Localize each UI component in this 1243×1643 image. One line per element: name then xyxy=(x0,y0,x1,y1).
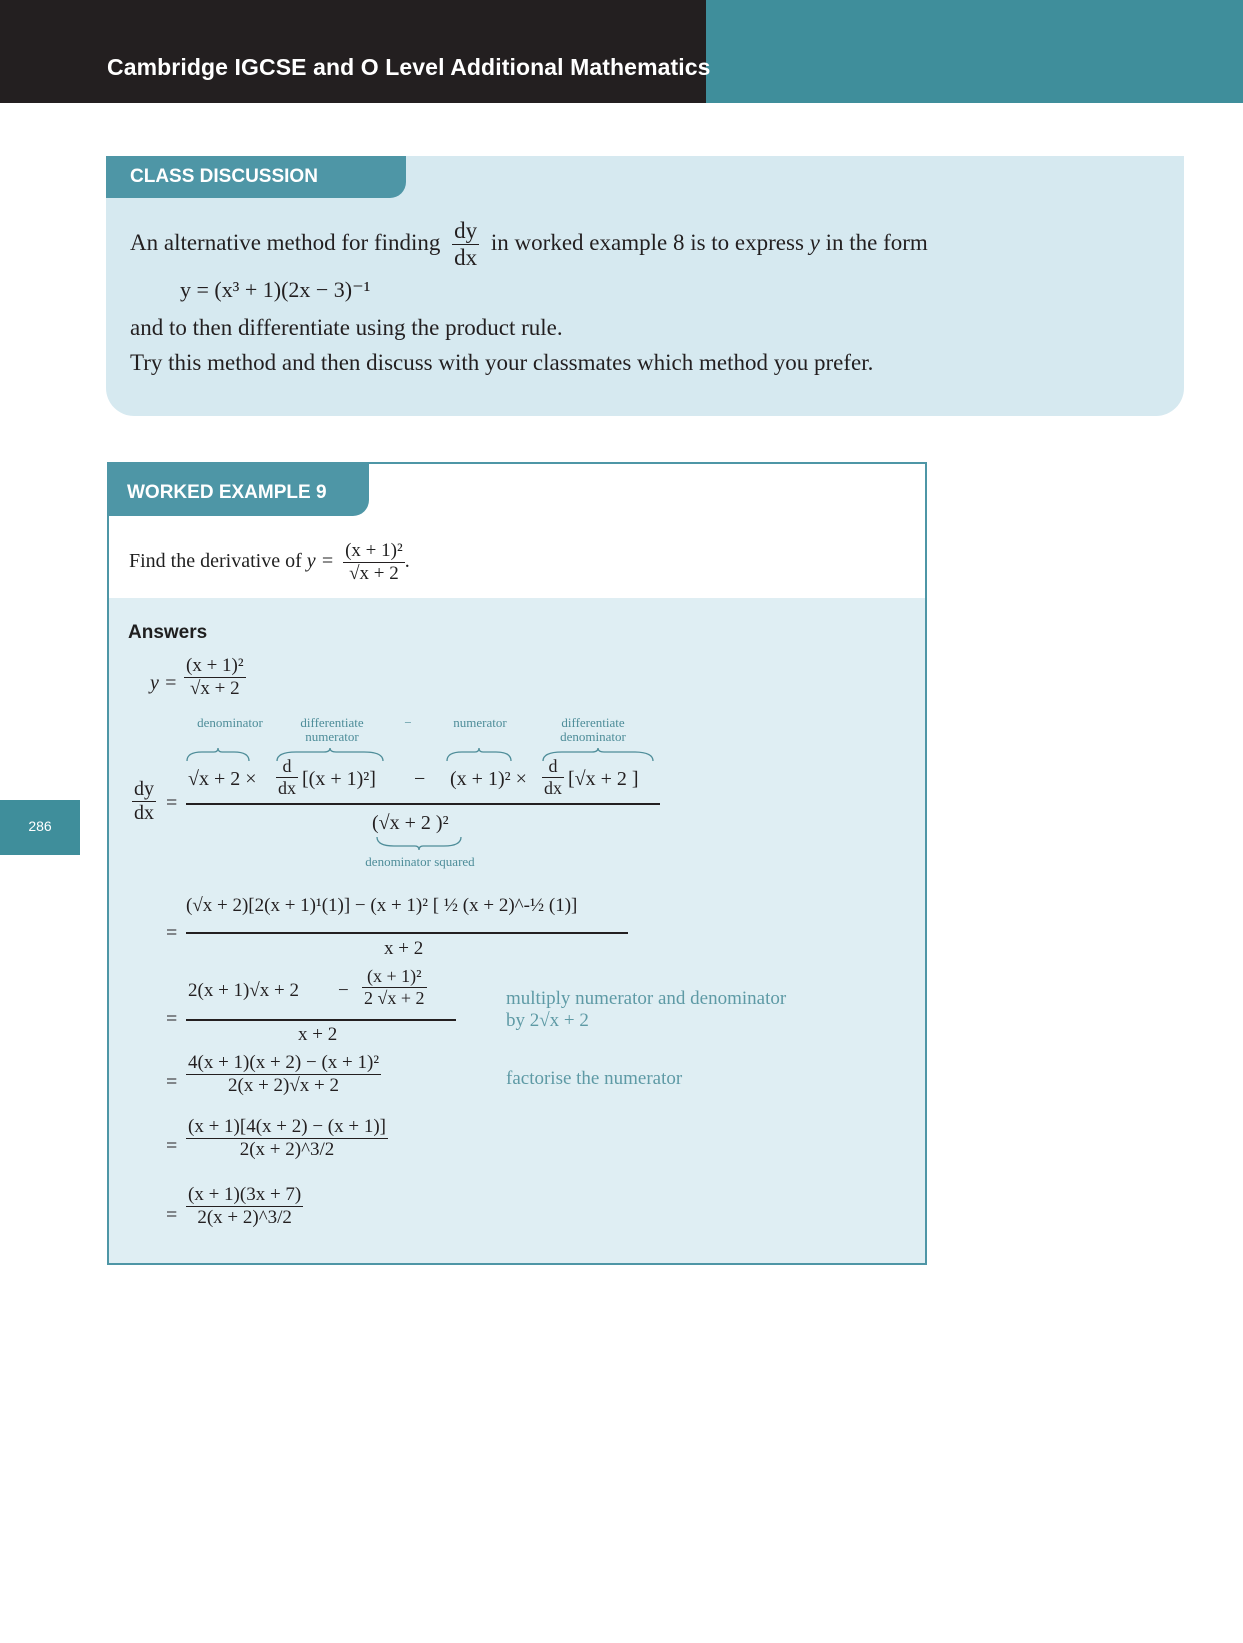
step1-equals: = xyxy=(166,792,178,814)
step3-equals: = xyxy=(166,1008,178,1030)
worked-example-label: WORKED EXAMPLE 9 xyxy=(127,482,327,503)
step0-fraction: $\frac{\text{(x + 1)²}}{√x + 2}$ xyxy=(186,655,244,699)
step1-term-e: [√x + 2 ] xyxy=(568,768,639,790)
step1-term-c: (x + 1)² × xyxy=(450,768,527,790)
step4-fraction: $\frac{\text{4(x + 1)(x + 2) − (x + 1)²}}{2(x + 2)√x + 2}$ xyxy=(188,1052,380,1096)
brace-denominator xyxy=(186,748,250,762)
step5-fraction: $\frac{(x + 1)[4(x + 2) - (x + 1)]}{2(x + 2)\^{}3/2}$ xyxy=(188,1116,386,1160)
note-multiply: multiply numerator and denominator by 2√x + 2 xyxy=(506,988,787,1031)
annotation-denominator-squared: denominator squared xyxy=(365,854,475,869)
step1-term-b: [(x + 1)²] xyxy=(302,768,376,790)
step1-denominator: (√x + 2 )² xyxy=(372,812,449,834)
brace-numerator xyxy=(446,748,512,762)
annotation-differentiate-denominator: differentiate denominator xyxy=(560,715,626,744)
header-bar xyxy=(0,0,706,103)
step0-lhs: y = xyxy=(150,672,178,694)
page-number: 286 xyxy=(28,818,52,834)
book-title: Cambridge IGCSE and O Level Additional Mathematics xyxy=(107,54,711,80)
step1-d-numerator: $\frac{d}{dx}$ xyxy=(278,756,296,798)
discussion-line-4: Try this method and then discuss with your classmates which method you prefer. xyxy=(130,350,874,375)
annotation-minus: − xyxy=(404,715,412,730)
step2-fraction-bar xyxy=(186,932,628,934)
question: Find the derivative of y = $\frac{\text{(x + 1)²}}{√x + 2}$ . xyxy=(129,540,410,584)
step3-minus: − xyxy=(338,980,349,1001)
answers-heading: Answers xyxy=(128,622,208,643)
step6-fraction: $\frac{(x + 1)(3x + 7)}{2(x + 2)\^{}3/2}$ xyxy=(188,1184,302,1228)
step2-numerator: (√x + 2)[2(x + 1)¹(1)] − (x + 1)² [ ½ (x + 2)^-½ (1)] xyxy=(186,895,578,916)
step2-equals: = xyxy=(166,922,178,944)
step6-equals: = xyxy=(166,1204,178,1226)
discussion-equation: y = (x³ + 1)(2x − 3)⁻¹ xyxy=(180,277,371,302)
discussion-line-3: and to then differentiate using the product rule. xyxy=(130,315,563,340)
annotation-denominator: denominator xyxy=(197,715,263,730)
question-fraction: $\frac{\text{(x + 1)²}}{√x + 2}$ xyxy=(345,540,403,584)
step3-denominator: x + 2 xyxy=(298,1024,338,1045)
step5-equals: = xyxy=(166,1135,178,1157)
step3-fraction-bar xyxy=(186,1019,456,1021)
header-accent xyxy=(706,0,1243,103)
dy-dx-fraction: $\frac{dy}{dx}$ xyxy=(454,218,478,271)
dy-dx-lhs: $\frac{dy}{dx}$ xyxy=(134,778,154,824)
discussion-line-1: An alternative method for finding $\frac{dy}{dx}$ in worked example 8 is to express y in the form xyxy=(130,218,928,271)
step1-term-a: √x + 2 × xyxy=(188,768,257,790)
annotation-differentiate-numerator: differentiate numerator xyxy=(300,715,364,744)
step4-equals: = xyxy=(166,1071,178,1093)
step2-denominator: x + 2 xyxy=(384,938,424,959)
note-factorise: factorise the numerator xyxy=(506,1068,683,1089)
class-discussion-label: CLASS DISCUSSION xyxy=(130,166,318,187)
step1-fraction-bar xyxy=(186,803,660,805)
step1-minus: − xyxy=(414,768,426,790)
step3-numerator-a: 2(x + 1)√x + 2 xyxy=(188,980,300,1001)
step1-d-denominator: $\frac{d}{dx}$ xyxy=(544,756,562,798)
step3-inner-fraction: $\frac{\text{(x + 1)²}}{2 √x + 2}$ xyxy=(364,966,425,1008)
brace-denominator-squared xyxy=(376,836,462,850)
annotation-numerator: numerator xyxy=(453,715,507,730)
